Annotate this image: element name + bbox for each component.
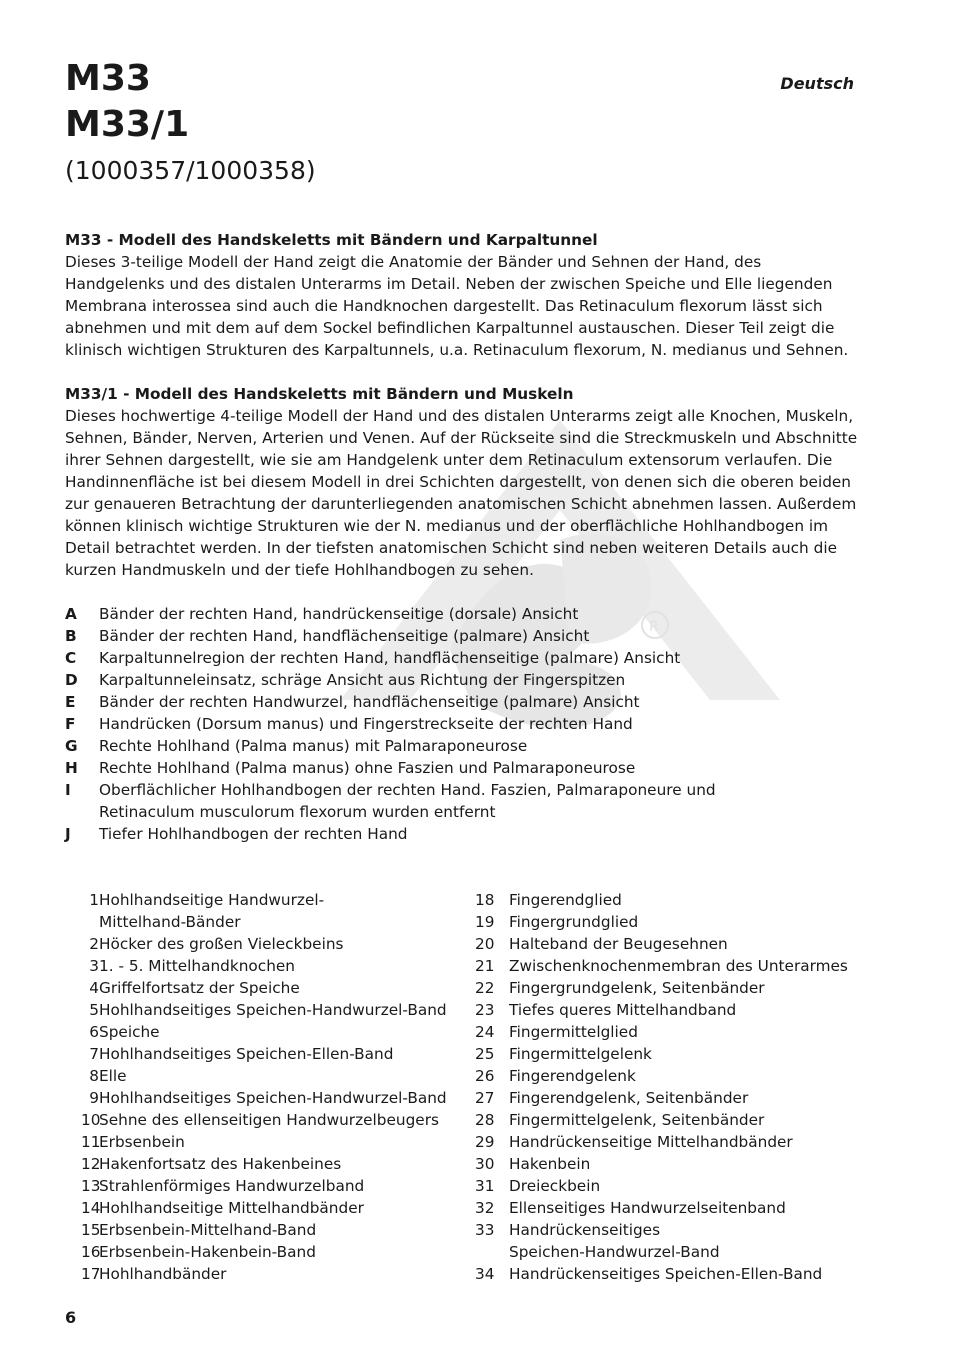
part-number: 4	[89, 979, 99, 997]
parts-list-left	[65, 889, 475, 1285]
page-title	[65, 56, 189, 148]
part-name: Fingerendgelenk	[509, 1067, 636, 1085]
view-letter: H	[65, 759, 78, 777]
part-name: Elle	[99, 1067, 127, 1085]
list-item	[65, 823, 865, 845]
list-item	[475, 1087, 848, 1109]
main-content	[65, 229, 865, 845]
list-item	[65, 1021, 475, 1043]
list-item	[65, 713, 865, 735]
list-item	[65, 647, 865, 669]
part-number: 9	[89, 1089, 99, 1107]
part-number: 18	[475, 891, 495, 909]
part-number: 8	[89, 1067, 99, 1085]
part-name: Hohlhandseitiges Speichen-Ellen-Band	[99, 1045, 394, 1063]
part-number: 34	[475, 1265, 495, 1283]
part-name: Handrückenseitiges Speichen-Handwurzel-Band	[509, 1221, 720, 1261]
list-item	[65, 1153, 475, 1175]
part-name: Speiche	[99, 1023, 160, 1041]
part-number: 20	[475, 935, 495, 953]
view-letter: J	[65, 825, 71, 843]
view-letter: C	[65, 649, 77, 667]
list-item	[65, 1065, 475, 1087]
parts-legend	[65, 889, 875, 1285]
view-letter: B	[65, 627, 77, 645]
part-name: Fingergrundglied	[509, 913, 639, 931]
view-letter: E	[65, 693, 76, 711]
part-name: Halteband der Beugesehnen	[509, 935, 728, 953]
view-text: Bänder der rechten Handwurzel, handflächenseitige (palmare) Ansicht	[99, 693, 640, 711]
list-item	[475, 933, 848, 955]
list-item	[65, 1263, 475, 1285]
part-name: Erbsenbein-Mittelhand-Band	[99, 1221, 317, 1239]
part-name: Erbsenbein	[99, 1133, 185, 1151]
list-item	[65, 1087, 475, 1109]
list-item	[475, 889, 848, 911]
list-item	[65, 889, 475, 933]
part-name: Hakenbein	[509, 1155, 591, 1173]
view-text: Karpaltunneleinsatz, schräge Ansicht aus Richtung der Fingerspitzen	[99, 671, 626, 689]
list-item	[475, 1219, 848, 1263]
svg-text:R: R	[649, 619, 659, 635]
view-list	[65, 603, 865, 845]
part-number: 15	[81, 1221, 101, 1239]
part-number: 13	[81, 1177, 101, 1195]
section-body: Dieses 3-teilige Modell der Hand zeigt die Anatomie der Bänder und Sehnen der Hand, des Handgelenks und des distalen Unterarms im Detail. Neben der zwischen Speiche und Elle liegenden Membrana interossea sind auch die Handknochen dargestellt. Das Retinaculum flexorum lässt sich abnehmen und mit dem auf dem Sockel befindlichen Karpaltunnel austauschen. Dieser Teil zeigt die klinisch wichtigen Strukturen des Karpaltunnels, u.a. Retinaculum flexorum, N. medianus und Sehnen.	[65, 253, 849, 359]
list-item	[65, 669, 865, 691]
part-name: Hohlhandseitige Handwurzel-Mittelhand-Bänder	[99, 891, 325, 931]
list-item	[65, 1109, 475, 1131]
list-item	[65, 691, 865, 713]
list-item	[65, 603, 865, 625]
part-number: 25	[475, 1045, 495, 1063]
list-item	[475, 955, 848, 977]
list-item	[475, 1197, 848, 1219]
part-number: 23	[475, 1001, 495, 1019]
list-item	[65, 977, 475, 999]
list-item	[475, 1131, 848, 1153]
part-name: Zwischenknochenmembran des Unterarmes	[509, 957, 848, 975]
list-item	[475, 1043, 848, 1065]
section-m33	[65, 229, 865, 361]
view-text: Tiefer Hohlhandbogen der rechten Hand	[99, 825, 408, 843]
part-number: 22	[475, 979, 495, 997]
part-name: Hakenfortsatz des Hakenbeines	[99, 1155, 342, 1173]
part-number: 28	[475, 1111, 495, 1129]
language-label: Deutsch	[780, 74, 854, 93]
part-number: 31	[475, 1177, 495, 1195]
list-item	[475, 1153, 848, 1175]
part-number: 24	[475, 1023, 495, 1041]
section-heading: M33/1 - Modell des Handskeletts mit Bändern und Muskeln	[65, 385, 574, 403]
part-number: 10	[81, 1111, 101, 1129]
part-name: Griffelfortsatz der Speiche	[99, 979, 300, 997]
view-text: Karpaltunnelregion der rechten Hand, handflächenseitige (palmare) Ansicht	[99, 649, 681, 667]
part-number: 21	[475, 957, 495, 975]
title-line-2: M33/1	[65, 104, 190, 145]
part-number: 12	[81, 1155, 101, 1173]
view-text: Bänder der rechten Hand, handflächenseitige (palmare) Ansicht	[99, 627, 590, 645]
list-item	[475, 977, 848, 999]
view-text: Handrücken (Dorsum manus) und Fingerstreckseite der rechten Hand	[99, 715, 633, 733]
part-name: Handrückenseitiges Speichen-Ellen-Band	[509, 1265, 823, 1283]
part-number: 26	[475, 1067, 495, 1085]
list-item	[65, 955, 475, 977]
list-item	[65, 1197, 475, 1219]
part-number: 19	[475, 913, 495, 931]
part-name: 1. - 5. Mittelhandknochen	[99, 957, 295, 975]
list-item	[65, 757, 865, 779]
section-body: Dieses hochwertige 4-teilige Modell der Hand und des distalen Unterarms zeigt alle Knochen, Muskeln, Sehnen, Bänder, Nerven, Arterien und Venen. Auf der Rückseite sind die Streckmuskeln und Abschnitte ihrer Sehnen dargestellt, wie sie am Handgelenk unter dem Retinaculum extensorum verlaufen. Die Handinnenfläche ist bei diesem Modell in drei Schichten dargestellt, von denen sich die oberen beiden zur genaueren Betrachtung der darunterliegenden anatomischen Schicht abnehmen lassen. Außerdem können klinisch wichtige Strukturen wie der N. medianus und der oberflächliche Hohlhandbogen im Detail betrachtet werden. In der tiefsten anatomischen Schicht sind neben weiteren Details auch die kurzen Handmuskeln und der tiefe Hohlhandbogen zu sehen.	[65, 407, 858, 579]
part-number: 2	[89, 935, 99, 953]
section-m33-1	[65, 383, 865, 581]
part-name: Hohlhandseitiges Speichen-Handwurzel-Band	[99, 1089, 447, 1107]
part-name: Tiefes queres Mittelhandband	[509, 1001, 737, 1019]
product-codes: (1000357/1000358)	[65, 156, 316, 185]
part-number: 14	[81, 1199, 101, 1217]
part-number: 17	[81, 1265, 101, 1283]
list-item	[65, 1131, 475, 1153]
part-number: 29	[475, 1133, 495, 1151]
part-name: Fingergrundgelenk, Seitenbänder	[509, 979, 765, 997]
part-name: Dreieckbein	[509, 1177, 601, 1195]
list-item	[65, 999, 475, 1021]
part-name: Ellenseitiges Handwurzelseitenband	[509, 1199, 786, 1217]
view-text: Rechte Hohlhand (Palma manus) mit Palmaraponeurose	[99, 737, 528, 755]
part-number: 7	[89, 1045, 99, 1063]
list-item	[65, 625, 865, 647]
view-letter: D	[65, 671, 78, 689]
part-number: 30	[475, 1155, 495, 1173]
part-number: 6	[89, 1023, 99, 1041]
part-number: 32	[475, 1199, 495, 1217]
list-item	[475, 1263, 848, 1285]
part-name: Fingerendgelenk, Seitenbänder	[509, 1089, 749, 1107]
part-name: Erbsenbein-Hakenbein-Band	[99, 1243, 316, 1261]
view-letter: A	[65, 605, 77, 623]
list-item	[65, 735, 865, 757]
part-name: Höcker des großen Vieleckbeins	[99, 935, 344, 953]
view-letter: G	[65, 737, 78, 755]
part-number: 11	[81, 1133, 101, 1151]
part-name: Fingermittelgelenk	[509, 1045, 652, 1063]
view-text: Bänder der rechten Hand, handrückenseitige (dorsale) Ansicht	[99, 605, 579, 623]
part-number: 5	[89, 1001, 99, 1019]
part-number: 33	[475, 1221, 495, 1239]
part-number: 27	[475, 1089, 495, 1107]
list-item	[475, 999, 848, 1021]
part-number: 3	[89, 957, 99, 975]
page-number: 6	[65, 1308, 77, 1327]
view-text: Oberflächlicher Hohlhandbogen der rechten Hand. Faszien, Palmaraponeure und Retinaculum musculorum flexorum wurden entfernt	[99, 781, 716, 821]
view-letter: I	[65, 781, 71, 799]
part-name: Handrückenseitige Mittelhandbänder	[509, 1133, 793, 1151]
list-item	[65, 1219, 475, 1241]
part-name: Strahlenförmiges Handwurzelband	[99, 1177, 365, 1195]
part-name: Sehne des ellenseitigen Handwurzelbeugers	[99, 1111, 439, 1129]
list-item	[475, 1109, 848, 1131]
part-name: Hohlhandseitige Mittelhandbänder	[99, 1199, 364, 1217]
view-letter: F	[65, 715, 76, 733]
part-name: Fingerendglied	[509, 891, 622, 909]
list-item	[65, 1043, 475, 1065]
list-item	[65, 1175, 475, 1197]
part-name: Fingermittelglied	[509, 1023, 638, 1041]
list-item	[475, 1175, 848, 1197]
list-item	[65, 933, 475, 955]
section-heading: M33 - Modell des Handskeletts mit Bändern und Karpaltunnel	[65, 231, 598, 249]
part-name: Hohlhandbänder	[99, 1265, 227, 1283]
list-item	[475, 1021, 848, 1043]
title-line-1: M33	[65, 58, 151, 99]
part-name: Fingermittelgelenk, Seitenbänder	[509, 1111, 765, 1129]
list-item	[65, 779, 865, 823]
part-name: Hohlhandseitiges Speichen-Handwurzel-Band	[99, 1001, 447, 1019]
view-text: Rechte Hohlhand (Palma manus) ohne Faszien und Palmaraponeurose	[99, 759, 636, 777]
list-item	[475, 911, 848, 933]
part-number: 1	[89, 891, 99, 909]
part-number: 16	[81, 1243, 101, 1261]
list-item	[475, 1065, 848, 1087]
list-item	[65, 1241, 475, 1263]
parts-list-right	[475, 889, 848, 1285]
